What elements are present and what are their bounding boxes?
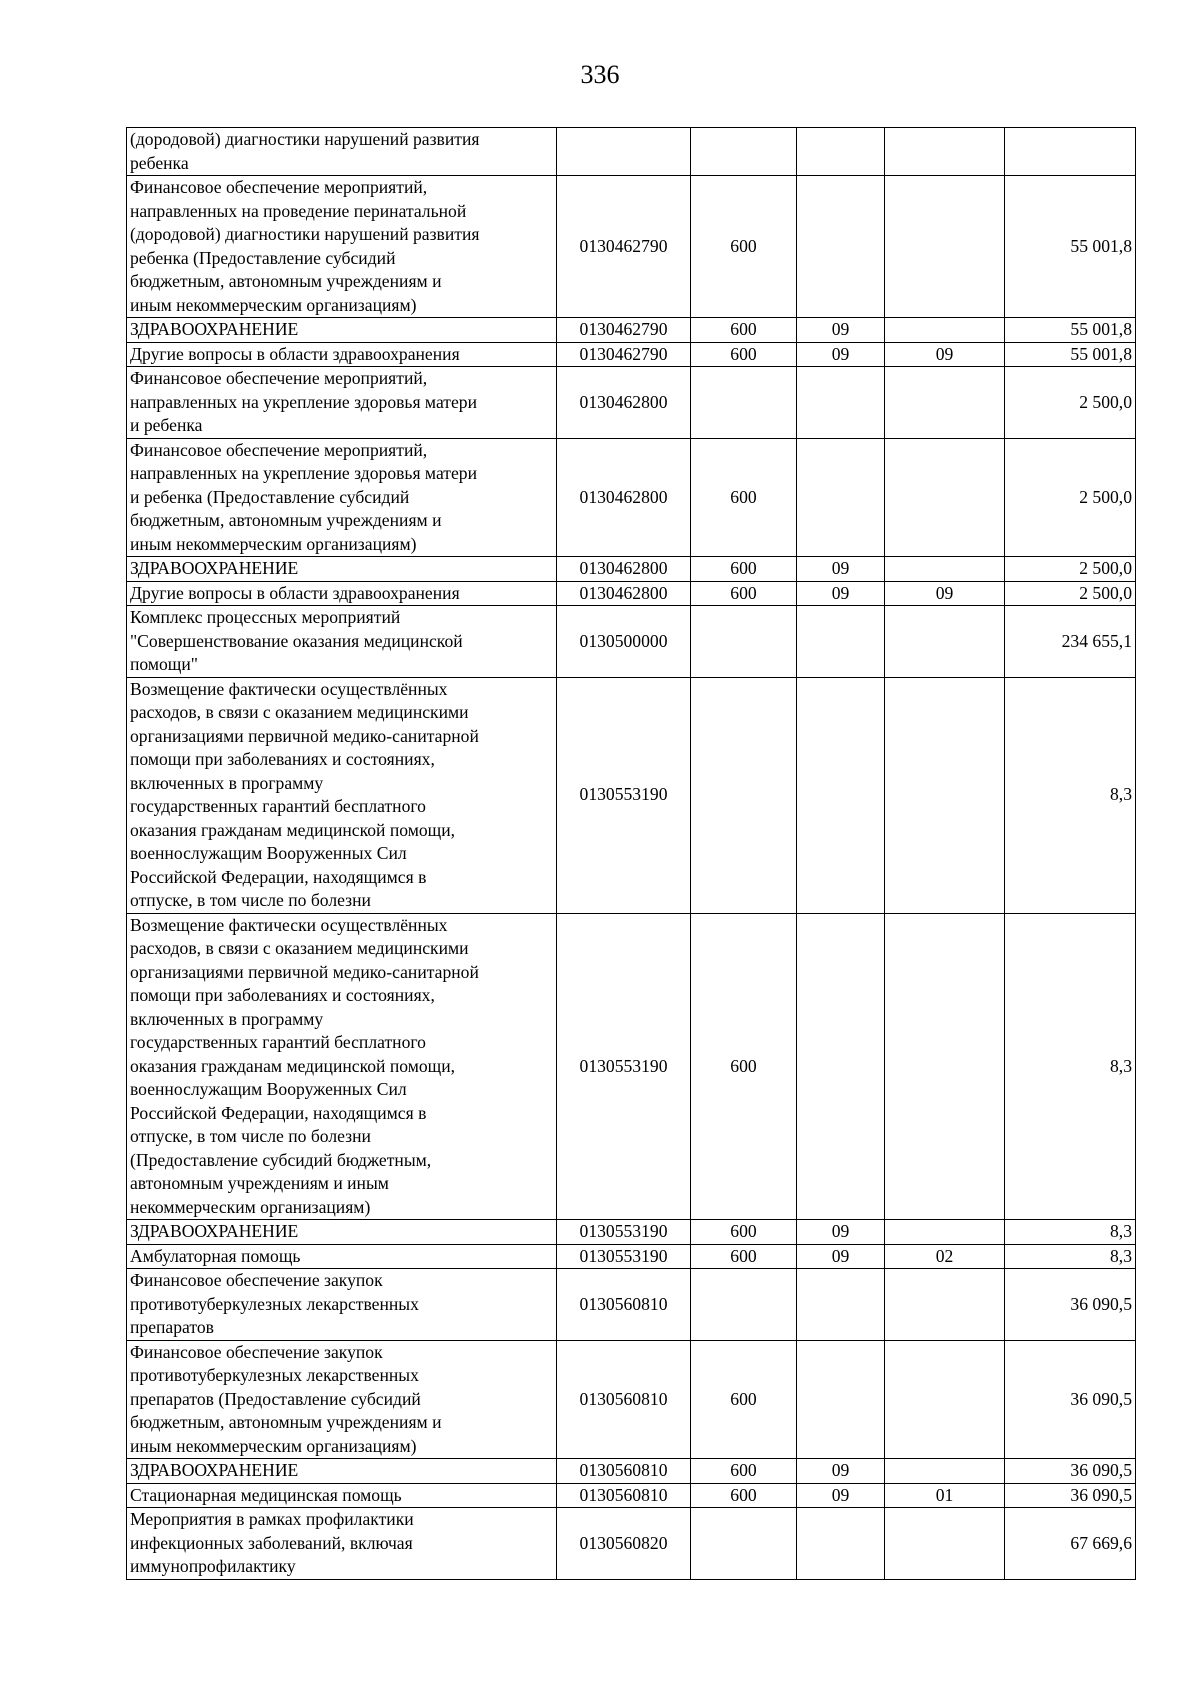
row-section [797,1508,885,1580]
table-row [127,1483,1136,1508]
row-subsection [885,677,1005,913]
row-target-code: 0130560810 [557,1459,691,1484]
row-expense-type: 600 [691,318,797,343]
row-target-code: 0130500000 [557,606,691,678]
row-subsection [885,176,1005,318]
row-expense-type: 600 [691,176,797,318]
row-target-code: 0130560810 [557,1340,691,1459]
row-subsection [885,913,1005,1220]
row-subsection [885,1508,1005,1580]
row-amount: 55 001,8 [1005,342,1136,367]
row-target-code: 0130462790 [557,176,691,318]
table-row [127,1220,1136,1245]
row-expense-type: 600 [691,1220,797,1245]
row-expense-type [691,1269,797,1341]
row-target-code: 0130560810 [557,1483,691,1508]
row-target-code: 0130553190 [557,913,691,1220]
row-amount: 55 001,8 [1005,176,1136,318]
row-target-code: 0130462800 [557,581,691,606]
row-section [797,677,885,913]
row-expense-type: 600 [691,913,797,1220]
row-section [797,367,885,439]
table-row [127,606,1136,678]
row-target-code: 0130553190 [557,677,691,913]
row-subsection [885,1220,1005,1245]
table-row [127,913,1136,1220]
row-subsection [885,557,1005,582]
table-row [127,342,1136,367]
row-name: Другие вопросы в области здравоохранения [127,581,557,606]
row-expense-type [691,128,797,176]
row-name: ЗДРАВООХРАНЕНИЕ [127,1220,557,1245]
row-section [797,1269,885,1341]
row-subsection [885,1269,1005,1341]
row-expense-type [691,1508,797,1580]
table-row [127,318,1136,343]
table-row [127,1244,1136,1269]
row-name: Финансовое обеспечение мероприятий, направленных на проведение перинатальной (дородовой) диагностики нарушений развития ребенка (Предоставление субсидий бюджетным, автономным учреждениям и иным некоммерческим организациям) [127,176,557,318]
row-target-code: 0130462790 [557,318,691,343]
row-target-code: 0130462800 [557,438,691,557]
row-section: 09 [797,581,885,606]
row-name: Финансовое обеспечение закупок противотуберкулезных лекарственных препаратов (Предоставление субсидий бюджетным, автономным учреждениям и иным некоммерческим организациям) [127,1340,557,1459]
row-target-code: 0130553190 [557,1244,691,1269]
row-section [797,438,885,557]
table-row [127,1508,1136,1580]
row-expense-type: 600 [691,581,797,606]
row-amount: 36 090,5 [1005,1459,1136,1484]
row-name: Стационарная медицинская помощь [127,1483,557,1508]
row-expense-type: 600 [691,1483,797,1508]
row-name: Комплекс процессных мероприятий "Совершенствование оказания медицинской помощи" [127,606,557,678]
row-name: ЗДРАВООХРАНЕНИЕ [127,318,557,343]
row-section: 09 [797,557,885,582]
row-amount: 55 001,8 [1005,318,1136,343]
row-section: 09 [797,1459,885,1484]
row-subsection [885,1459,1005,1484]
row-expense-type: 600 [691,1340,797,1459]
row-amount: 36 090,5 [1005,1340,1136,1459]
row-subsection: 01 [885,1483,1005,1508]
table-row [127,677,1136,913]
row-expense-type: 600 [691,557,797,582]
row-name: Финансовое обеспечение мероприятий, направленных на укрепление здоровья матери и ребенка (Предоставление субсидий бюджетным, автономным учреждениям и иным некоммерческим организациям) [127,438,557,557]
row-amount: 2 500,0 [1005,438,1136,557]
row-section: 09 [797,342,885,367]
row-name: Мероприятия в рамках профилактики инфекционных заболеваний, включая иммунопрофилактику [127,1508,557,1580]
row-amount: 36 090,5 [1005,1483,1136,1508]
row-name: Другие вопросы в области здравоохранения [127,342,557,367]
row-amount: 8,3 [1005,677,1136,913]
row-section [797,1340,885,1459]
row-amount: 2 500,0 [1005,557,1136,582]
row-amount [1005,128,1136,176]
table-row [127,1269,1136,1341]
row-subsection [885,606,1005,678]
row-subsection [885,128,1005,176]
row-amount: 2 500,0 [1005,581,1136,606]
table-row [127,438,1136,557]
row-amount: 67 669,6 [1005,1508,1136,1580]
row-name: Финансовое обеспечение мероприятий, направленных на укрепление здоровья матери и ребенка [127,367,557,439]
row-section [797,176,885,318]
row-name: Амбулаторная помощь [127,1244,557,1269]
table-row [127,176,1136,318]
row-target-code: 0130553190 [557,1220,691,1245]
row-name: ЗДРАВООХРАНЕНИЕ [127,557,557,582]
row-subsection: 09 [885,581,1005,606]
table-row [127,1340,1136,1459]
row-target-code: 0130462800 [557,557,691,582]
budget-table-body [127,128,1136,1580]
row-name: (дородовой) диагностики нарушений развития ребенка [127,128,557,176]
row-expense-type [691,606,797,678]
row-amount: 36 090,5 [1005,1269,1136,1341]
row-expense-type: 600 [691,342,797,367]
row-section: 09 [797,1483,885,1508]
row-name: Финансовое обеспечение закупок противотуберкулезных лекарственных препаратов [127,1269,557,1341]
row-subsection [885,367,1005,439]
row-subsection [885,318,1005,343]
row-amount: 234 655,1 [1005,606,1136,678]
row-section [797,128,885,176]
row-expense-type [691,677,797,913]
row-section [797,913,885,1220]
row-name: Возмещение фактически осуществлённых расходов, в связи с оказанием медицинскими организациями первичной медико-санитарной помощи при заболеваниях и состояниях, включенных в программу государственных гарантий бесплатного оказания гражданам медицинской помощи, военнослужащим Вооруженных Сил Российской Федерации, находящимся в отпуске, в том числе по болезни (Предоставление субсидий бюджетным, автономным учреждениям и иным некоммерческим организациям) [127,913,557,1220]
row-subsection: 09 [885,342,1005,367]
row-section: 09 [797,1220,885,1245]
row-amount: 8,3 [1005,1220,1136,1245]
table-row [127,367,1136,439]
row-name: Возмещение фактически осуществлённых расходов, в связи с оказанием медицинскими организациями первичной медико-санитарной помощи при заболеваниях и состояниях, включенных в программу государственных гарантий бесплатного оказания гражданам медицинской помощи, военнослужащим Вооруженных Сил Российской Федерации, находящимся в отпуске, в том числе по болезни [127,677,557,913]
row-amount: 8,3 [1005,913,1136,1220]
row-target-code: 0130560810 [557,1269,691,1341]
row-amount: 8,3 [1005,1244,1136,1269]
row-amount: 2 500,0 [1005,367,1136,439]
row-expense-type [691,367,797,439]
row-target-code [557,128,691,176]
row-target-code: 0130462790 [557,342,691,367]
row-name: ЗДРАВООХРАНЕНИЕ [127,1459,557,1484]
row-subsection [885,1340,1005,1459]
row-section: 09 [797,1244,885,1269]
table-row [127,581,1136,606]
table-row [127,1459,1136,1484]
row-expense-type: 600 [691,1244,797,1269]
row-subsection [885,438,1005,557]
row-subsection: 02 [885,1244,1005,1269]
row-expense-type: 600 [691,1459,797,1484]
row-expense-type: 600 [691,438,797,557]
table-row [127,557,1136,582]
row-section: 09 [797,318,885,343]
budget-table [126,127,1136,1580]
row-section [797,606,885,678]
table-row [127,128,1136,176]
row-target-code: 0130560820 [557,1508,691,1580]
row-target-code: 0130462800 [557,367,691,439]
page-number: 336 [580,60,620,89]
